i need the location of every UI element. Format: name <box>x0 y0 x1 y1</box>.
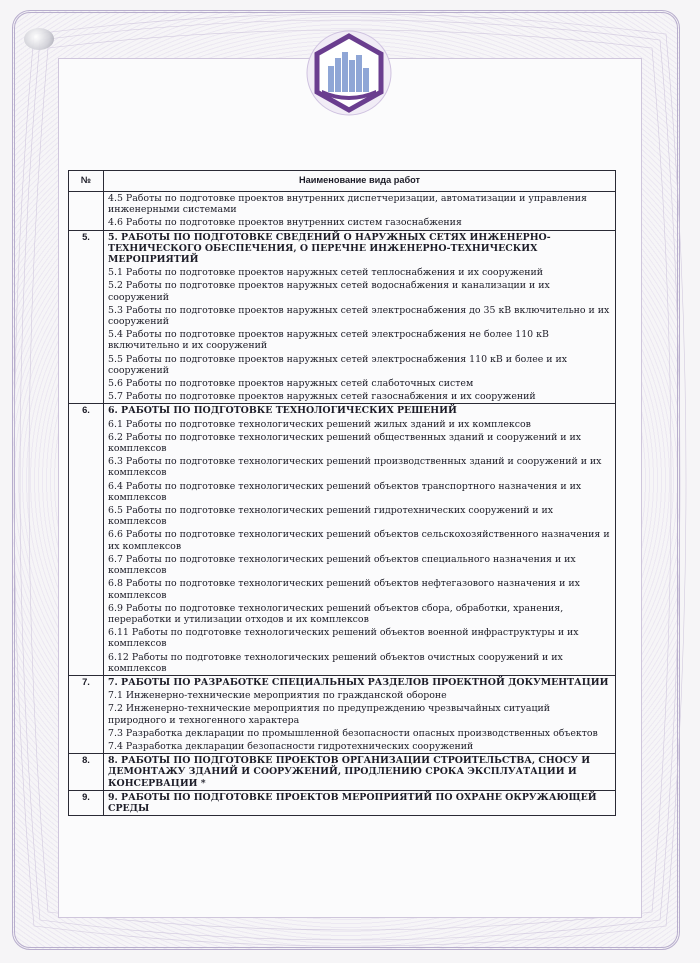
work-item: 6.11 Работы по подготовке технологических решений объектов военной инфраструктуры и их комплексов <box>108 627 579 650</box>
table-row <box>69 790 616 815</box>
work-item: 7.3 Разработка декларации по промышленной безопасности опасных производственных объектов <box>108 727 598 739</box>
work-item: 7.4 Разработка декларации безопасности гидротехнических сооружений <box>108 740 474 752</box>
work-item: 7.2 Инженерно-технические мероприятия по предупреждению чрезвычайных ситуаций природного и техногенного характера <box>108 703 550 726</box>
row-number: 6. <box>69 404 104 675</box>
work-item: 6.6 Работы по подготовке технологических решений объектов сельскохозяйственного назначения и их комплексов <box>108 529 610 552</box>
row-content <box>104 675 616 753</box>
table-row <box>69 192 616 231</box>
binder-clip-icon <box>24 28 54 50</box>
work-item: 5.2 Работы по подготовке проектов наружных сетей водоснабжения и канализации и их сооружений <box>108 280 550 303</box>
row-number: 8. <box>69 754 104 791</box>
section-title: 6. РАБОТЫ ПО ПОДГОТОВКЕ ТЕХНОЛОГИЧЕСКИХ РЕШЕНИЙ <box>108 405 457 417</box>
work-item: 5.6 Работы по подготовке проектов наружных сетей слаботочных систем <box>108 378 474 390</box>
work-item: 6.4 Работы по подготовке технологических решений объектов транспортного назначения и их комплексов <box>108 480 582 503</box>
work-item: 6.7 Работы по подготовке технологических решений объектов специального назначения и их комплексов <box>108 553 576 577</box>
column-header-name: Наименование вида работ <box>104 171 616 192</box>
row-content <box>104 790 616 815</box>
row-content <box>104 404 616 675</box>
work-types-table <box>68 170 616 816</box>
work-item: 5.1 Работы по подготовке проектов наружных сетей теплоснабжения и их сооружений <box>108 267 543 279</box>
section-title: 9. РАБОТЫ ПО ПОДГОТОВКЕ ПРОЕКТОВ МЕРОПРИЯТИЙ ПО ОХРАНЕ ОКРУЖАЮЩЕЙ СРЕДЫ <box>108 791 597 814</box>
work-item: 6.2 Работы по подготовке технологических решений общественных зданий и сооружений и их комплексов <box>108 431 582 455</box>
row-content <box>104 230 616 404</box>
work-item: 6.8 Работы по подготовке технологических решений объектов нефтегазового назначения и их комплексов <box>108 578 580 601</box>
work-item: 6.12 Работы по подготовке технологических решений объектов очистных сооружений и их комплексов <box>108 651 563 674</box>
section-title: 5. РАБОТЫ ПО ПОДГОТОВКЕ СВЕДЕНИЙ О НАРУЖНЫХ СЕТЯХ ИНЖЕНЕРНО-ТЕХНИЧЕСКОГО ОБЕСПЕЧЕНИЯ, О ПЕРЕЧНЕ ИНЖЕНЕРНО-ТЕХНИЧЕСКИХ МЕРОПРИЯТИЙ <box>108 231 551 266</box>
work-item: 7.1 Инженерно-технические мероприятия по гражданской обороне <box>108 690 447 702</box>
table-row <box>69 754 616 791</box>
row-number: 5. <box>69 230 104 404</box>
row-number: 9. <box>69 790 104 815</box>
city-skyline-emblem-icon <box>306 30 392 116</box>
work-item: 4.5 Работы по подготовке проектов внутренних диспетчеризации, автоматизации и управления инженерными системами <box>108 193 587 216</box>
work-item: 6.9 Работы по подготовке технологических решений объектов сбора, обработки, хранения, переработки и утилизации отходов и их комплексов <box>108 602 564 625</box>
row-number: 7. <box>69 675 104 753</box>
work-item: 6.1 Работы по подготовке технологических решений жилых зданий и их комплексов <box>108 418 531 430</box>
row-content <box>104 192 616 231</box>
work-item: 6.3 Работы по подготовке технологических решений производственных зданий и сооружений и их комплексов <box>108 456 602 479</box>
work-item: 5.3 Работы по подготовке проектов наружных сетей электроснабжения до 35 кВ включительно и их сооружений <box>108 304 610 328</box>
work-item: 5.7 Работы по подготовке проектов наружных сетей газоснабжения и их сооружений <box>108 391 536 403</box>
work-item: 5.4 Работы по подготовке проектов наружных сетей электроснабжения не более 110 кВ включительно и их сооружений <box>108 329 549 352</box>
table-row <box>69 675 616 753</box>
section-title: 7. РАБОТЫ ПО РАЗРАБОТКЕ СПЕЦИАЛЬНЫХ РАЗДЕЛОВ ПРОЕКТНОЙ ДОКУМЕНТАЦИИ <box>108 676 609 688</box>
table-row <box>69 230 616 404</box>
work-item: 4.6 Работы по подготовке проектов внутренних систем газоснабжения <box>108 217 462 229</box>
table-body <box>69 192 616 816</box>
column-header-number: № <box>69 171 104 192</box>
work-item: 6.5 Работы по подготовке технологических решений гидротехнических сооружений и их комплексов <box>108 505 554 528</box>
work-item: 5.5 Работы по подготовке проектов наружных сетей электроснабжения 110 кВ и более и их сооружений <box>108 353 568 376</box>
section-title: 8. РАБОТЫ ПО ПОДГОТОВКЕ ПРОЕКТОВ ОРГАНИЗАЦИИ СТРОИТЕЛЬСТВА, СНОСУ И ДЕМОНТАЖУ ЗДАНИЙ И СООРУЖЕНИЙ, ПРОДЛЕНИЮ СРОКА ЭКСПЛУАТАЦИИ И КОНСЕРВАЦИИ * <box>108 755 591 789</box>
row-content <box>104 754 616 791</box>
row-number <box>69 192 104 231</box>
table-row <box>69 404 616 675</box>
